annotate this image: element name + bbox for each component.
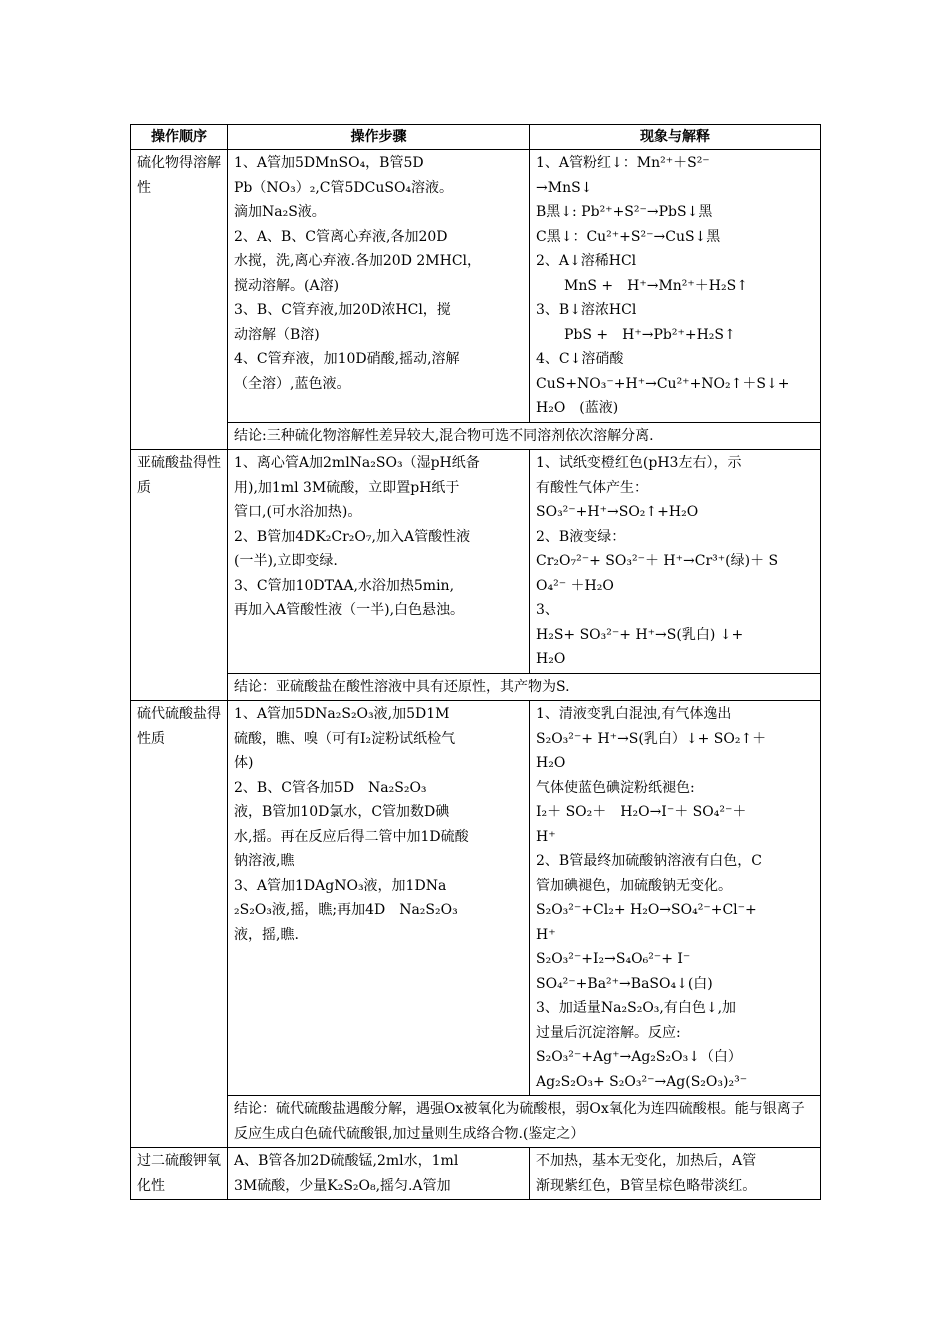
step-line: 1、A管加5DMnSO₄，B管5D — [234, 155, 424, 171]
header-phenomena-explanation: 现象与解释 — [530, 125, 821, 150]
phenomenon-line: H₂S+ SO₃²⁻+ H⁺→S(乳白) ↓+ — [536, 626, 744, 643]
conclusion-row — [131, 422, 821, 450]
phenomenon-line: H₂O (蓝液) — [536, 400, 619, 416]
phenomenon-line: 有酸性气体产生： — [536, 479, 648, 496]
phenomenon-line: 不加热，基本无变化，加热后，A管 — [536, 1153, 757, 1169]
steps-cell — [228, 450, 530, 674]
conclusion-cell: 结论：亚硫酸盐在酸性溶液中具有还原性，其产物为S. — [228, 673, 821, 701]
step-line: 用),加1ml 3M硫酸，立即置pH纸于 — [234, 479, 460, 496]
phenomenon-line: SO₄²⁻+Ba²⁺→BaSO₄↓(白) — [536, 975, 713, 992]
experiment-table — [130, 124, 821, 1200]
phenomena-cell — [530, 450, 821, 674]
phenomenon-line: 1、试纸变橙红色(pH3左右），示 — [536, 455, 742, 471]
conclusion-row — [131, 1096, 821, 1148]
phenomenon-line: 管加碘褪色，加硫酸钠无变化。 — [536, 877, 732, 894]
phenomenon-line: H⁺ — [536, 828, 556, 845]
step-line: 1、离心管A加2mlNa₂SO₃（湿pH纸备 — [234, 455, 480, 471]
category-cell: 硫化物得溶解性 — [131, 150, 228, 450]
step-line: 水搅，洗,离心弃液.各加20D 2MHCl， — [234, 253, 482, 269]
phenomenon-line: 气体使蓝色碘淀粉纸褪色: — [536, 779, 695, 796]
phenomenon-line: S₂O₃²⁻+Ag⁺→Ag₂S₂O₃↓（白） — [536, 1049, 742, 1065]
phenomenon-line: H₂O — [536, 651, 566, 667]
step-line: (一半),立即变绿. — [234, 553, 338, 569]
step-line: 搅动溶解。(A溶) — [234, 277, 340, 294]
conclusion-row — [131, 673, 821, 701]
step-line: 2、B、C管各加5D Na₂S₂O₃ — [234, 779, 427, 796]
phenomenon-line: 2、A↓溶稀HCl — [536, 253, 637, 269]
phenomenon-line: SO₃²⁻+H⁺→SO₂↑+H₂O — [536, 504, 699, 520]
step-line: A、B管各加2D硫酸锰,2ml水，1ml — [234, 1153, 459, 1169]
phenomenon-line: 过量后沉淀溶解。反应: — [536, 1024, 681, 1041]
conclusion-cell: 结论：硫代硫酸盐遇酸分解，遇强Ox被氧化为硫酸根，弱Ox氧化为连四硫酸根。能与银离子反应生成白色硫代硫酸银,加过量则生成络合物.(鉴定之） — [228, 1096, 821, 1148]
phenomenon-line: B黑↓: Pb²⁺+S²⁻→PbS↓黑 — [536, 204, 713, 220]
phenomenon-line: 渐现紫红色，B管呈棕色略带淡红。 — [536, 1177, 757, 1194]
phenomenon-line: H₂O — [536, 755, 566, 771]
steps-cell — [228, 150, 530, 423]
phenomenon-line: 1、清液变乳白混浊,有气体逸出 — [536, 706, 732, 722]
phenomenon-line: S₂O₃²⁻+Cl₂+ H₂O→SO₄²⁻+Cl⁻+ — [536, 902, 757, 918]
phenomena-cell — [530, 150, 821, 423]
section-persulfate-oxidation — [131, 1148, 821, 1200]
step-line: 4、C管弃液，加10D硝酸,摇动,溶解 — [234, 351, 460, 367]
phenomenon-line: H⁺ — [536, 926, 556, 943]
step-line: 滴加Na₂S液。 — [234, 204, 326, 220]
phenomenon-line: Cr₂O₇²⁻+ SO₃²⁻＋ H⁺→Cr³⁺(绿)＋ S — [536, 553, 779, 569]
phenomenon-line: 3、加适量Na₂S₂O₃,有白色↓,加 — [536, 1000, 737, 1016]
step-line: 水,摇。再在反应后得二管中加1D硫酸 — [234, 828, 469, 845]
phenomenon-line: S₂O₃²⁻+ H⁺→S(乳白）↓+ SO₂↑＋ — [536, 730, 767, 747]
step-line: ₂S₂O₃液,摇，瞧;再加4D Na₂S₂O₃ — [234, 902, 458, 918]
conclusion-cell: 结论:三种硫化物溶解性差异较大,混合物可选不同溶剂依次溶解分离. — [228, 422, 821, 450]
phenomena-cell — [530, 701, 821, 1096]
section-sulfide-solubility — [131, 150, 821, 423]
header-operation-steps: 操作步骤 — [228, 125, 530, 150]
phenomenon-line: O₄²⁻ ＋H₂O — [536, 577, 614, 594]
step-line: 动溶解（B溶) — [234, 326, 320, 343]
category-cell: 亚硫酸盐得性质 — [131, 450, 228, 701]
step-line: 硫酸，瞧、嗅（可有I₂淀粉试纸检气 — [234, 730, 456, 747]
section-thiosulfate-properties — [131, 701, 821, 1096]
phenomenon-line: 4、C↓溶硝酸 — [536, 351, 624, 367]
step-line: 3M硫酸，少量K₂S₂O₈,摇匀.A管加 — [234, 1177, 451, 1194]
phenomenon-line: Ag₂S₂O₃+ S₂O₃²⁻→Ag(S₂O₃)₂³⁻ — [536, 1073, 748, 1090]
steps-cell — [228, 1148, 530, 1200]
step-line: Pb（NO₃）₂,C管5DCuSO₄溶液。 — [234, 179, 454, 196]
step-line: 液，摇,瞧. — [234, 926, 299, 943]
phenomenon-line: →MnS↓ — [536, 179, 593, 196]
step-line: 再加入A管酸性液（一半),白色悬浊。 — [234, 602, 465, 618]
phenomenon-line: S₂O₃²⁻+I₂→S₄O₆²⁻+ I⁻ — [536, 951, 691, 967]
phenomena-cell — [530, 1148, 821, 1200]
step-line: 2、B管加4DK₂Cr₂O₇,加入A管酸性液 — [234, 528, 471, 545]
header-operation-order: 操作顺序 — [131, 125, 228, 150]
phenomenon-line: MnS + H⁺→Mn²⁺＋H₂S↑ — [536, 277, 748, 294]
phenomenon-line: 2、B管最终加硫酸钠溶液有白色，C — [536, 853, 762, 869]
phenomenon-line: 3、B↓溶浓HCl — [536, 302, 637, 318]
step-line: 3、A管加1DAgNO₃液，加1DNa — [234, 877, 447, 894]
phenomenon-line: 1、A管粉红↓：Mn²⁺＋S²⁻ — [536, 155, 710, 171]
phenomenon-line: CuS+NO₃⁻+H⁺→Cu²⁺+NO₂↑＋S↓+ — [536, 375, 790, 392]
phenomenon-line: PbS + H⁺→Pb²⁺+H₂S↑ — [536, 326, 736, 343]
header-row — [131, 125, 821, 150]
phenomenon-line: 3、 — [536, 602, 559, 618]
step-line: 液，B管加10D氯水，C管加数D碘 — [234, 804, 450, 820]
phenomenon-line: I₂＋ SO₂＋ H₂O→I⁻＋ SO₄²⁻＋ — [536, 804, 747, 820]
step-line: 管口,(可水浴加热)。 — [234, 504, 362, 520]
steps-cell — [228, 701, 530, 1096]
step-line: 体) — [234, 755, 254, 771]
step-line: 1、A管加5DNa₂S₂O₃液,加5D1M — [234, 706, 450, 722]
step-line: 3、C管加10DTAA,水浴加热5min, — [234, 577, 455, 594]
category-cell: 过二硫酸钾氧化性 — [131, 1148, 228, 1200]
step-line: 钠溶液,瞧 — [234, 853, 295, 869]
category-cell: 硫代硫酸盐得性质 — [131, 701, 228, 1148]
step-line: 3、B、C管弃液,加20D浓HCl，搅 — [234, 302, 451, 318]
phenomenon-line: C黑↓：Cu²⁺+S²⁻→CuS↓黑 — [536, 228, 721, 245]
section-sulfite-properties — [131, 450, 821, 674]
phenomenon-line: 2、B液变绿： — [536, 528, 626, 545]
step-line: （全溶）,蓝色液。 — [234, 375, 351, 392]
step-line: 2、A、B、C管离心弃液,各加20D — [234, 228, 448, 245]
